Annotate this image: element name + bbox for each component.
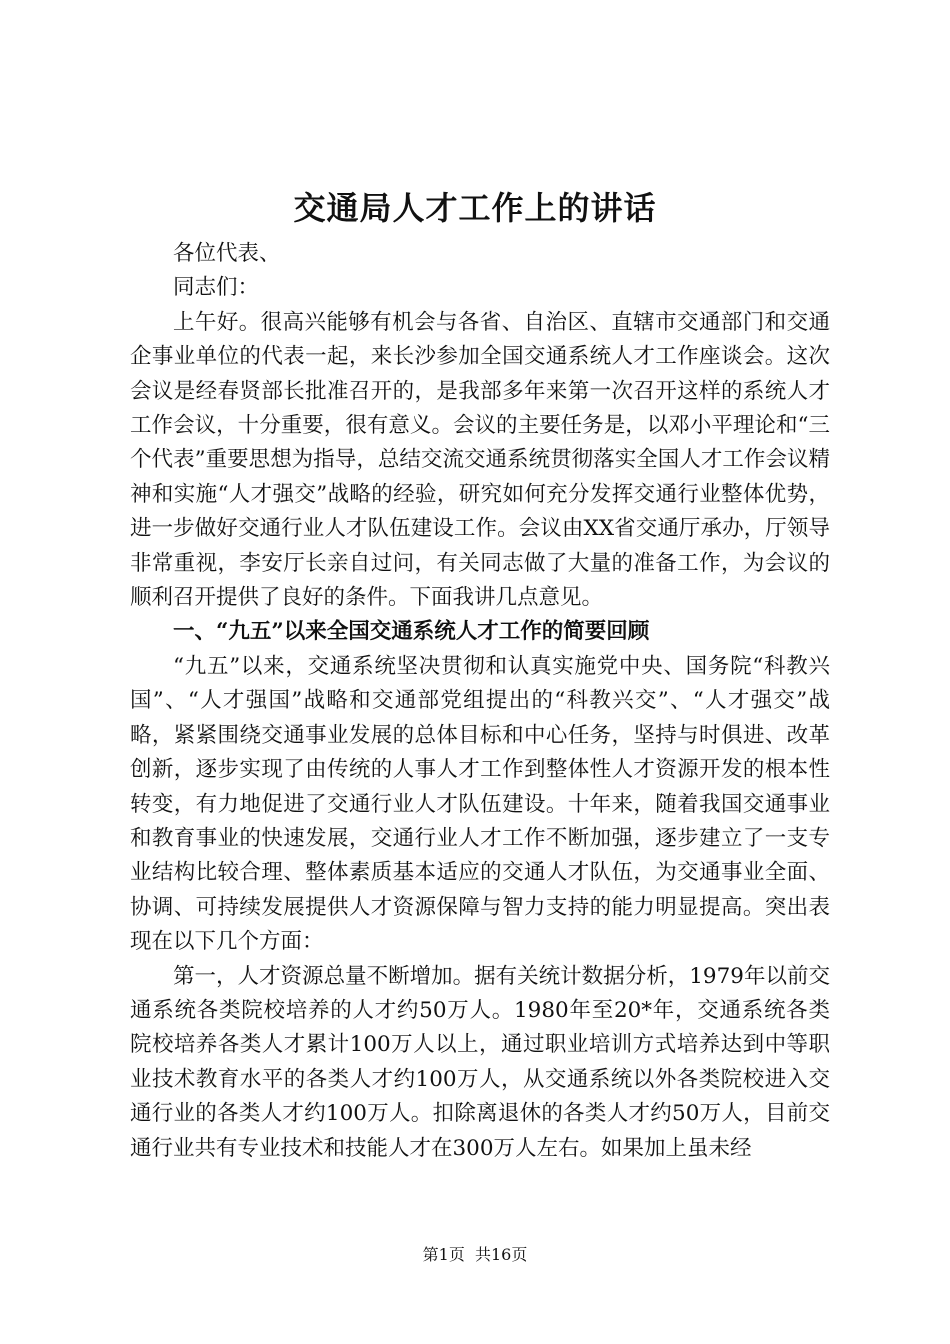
salutation-line: 各位代表、 (173, 241, 281, 266)
page-footer (0, 1243, 950, 1267)
page-indicator: 第1页 共16页 (422, 1245, 528, 1264)
section-heading: 一、“九五”以来全国交通系统人才工作的简要回顾 (173, 619, 650, 645)
salutation-line: 同志们： (173, 275, 260, 301)
body-paragraph: 上午好。很高兴能够有机会与各省、自治区、直辖市交通部门和交通企事业单位的代表一起，来长沙参加全国交通系统人才工作座谈会。这次会议是经春贤部长批准召开的，是我部多年来第一次召开这样的系统人才工作会议，十分重要，很有意义。会议的主要任务是，以邓小平理论和“三个代表”重要思想为指导，总结交流交通系统贯彻落实全国人才工作会议精神和实施“人才强交”战略的经验，研究如何充分发挥交通行业整体优势，进一步做好交通行业人才队伍建设工作。会议由XX省交通厅承办，厅领导非常重视，李安厅长亲自过问，有关同志做了大量的准备工作，为会议的顺利召开提供了良好的条件。下面我讲几点意见。 (130, 309, 830, 611)
document-title: 交通局人才工作上的讲话 (293, 189, 657, 227)
body-paragraph: 第一，人才资源总量不断增加。据有关统计数据分析，1979年以前交通系统各类院校培养的人才约50万人。1980年至20*年，交通系统各类院校培养各类人才累计100万人以上，通过职业培训方式培养达到中等职业技术教育水平的各类人才约100万人，从交通系统以外各类院校进入交通行业的各类人才约100万人。扣除离退休的各类人才约50万人，目前交通行业共有专业技术和技能人才在300万人左右。如果加上虽未经 (130, 963, 830, 1161)
body-paragraph: “九五”以来，交通系统坚决贯彻和认真实施党中央、国务院“科教兴国”、“人才强国”战略和交通部党组提出的“科教兴交”、“人才强交”战略，紧紧围绕交通事业发展的总体目标和中心任务，坚持与时俱进、改革创新，逐步实现了由传统的人事人才工作到整体性人才资源开发的根本性转变，有力地促进了交通行业人才队伍建设。十年来，随着我国交通事业和教育事业的快速发展，交通行业人才工作不断加强，逐步建立了一支专业结构比较合理、整体素质基本适应的交通人才队伍，为交通事业全面、协调、可持续发展提供人才资源保障与智力支持的能力明显提高。突出表现在以下几个方面： (130, 653, 830, 955)
document-body (130, 237, 830, 1166)
